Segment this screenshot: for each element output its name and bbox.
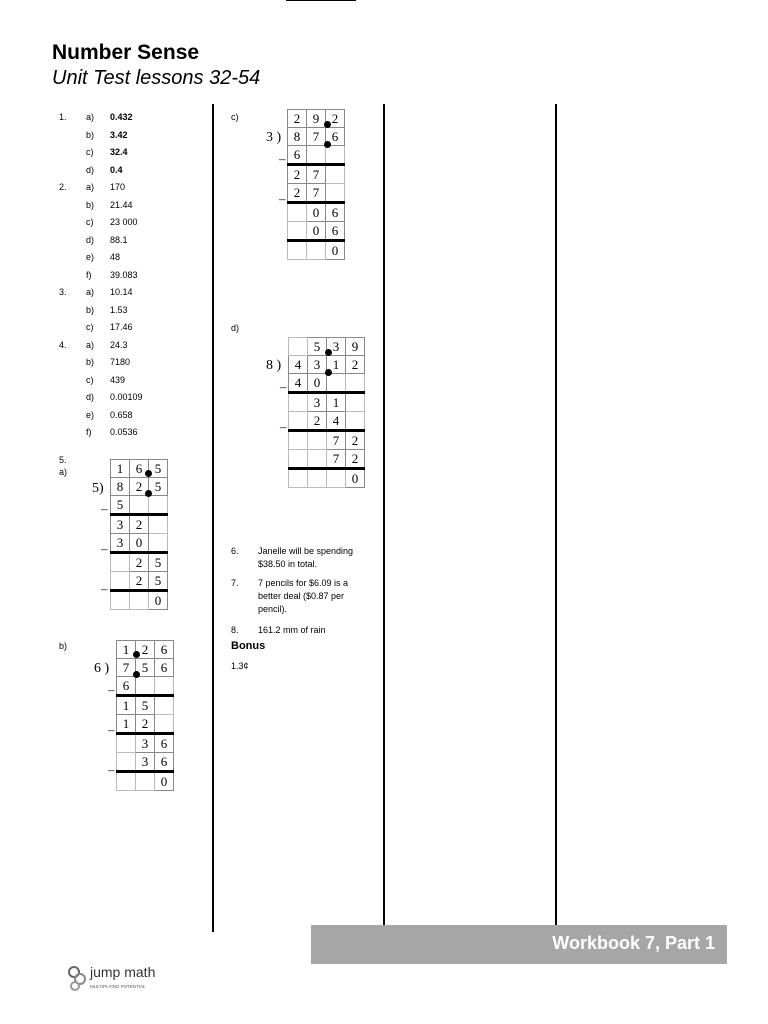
long-division-grid: [288, 337, 365, 488]
division-digit: 0: [307, 203, 326, 222]
logo-icon: [66, 962, 176, 992]
division-digit: [327, 469, 346, 488]
answer-value: 0.4: [110, 164, 123, 175]
division-digit: [326, 184, 345, 203]
division-row: [117, 753, 174, 772]
divisor: 6 ): [94, 661, 110, 676]
division-digit: 6: [117, 677, 136, 696]
division-digit: 0: [130, 534, 149, 553]
division-digit: 1: [327, 393, 346, 412]
decimal-point: [325, 369, 332, 376]
division-digit: [136, 677, 155, 696]
part-label: f): [86, 427, 92, 437]
division-row: [111, 496, 168, 515]
division-digit: [136, 772, 155, 791]
division-row: [289, 393, 365, 412]
division-digit: 7: [307, 184, 326, 203]
division-digit: 2: [130, 478, 149, 496]
division-row: [289, 374, 365, 393]
division-digit: 3: [327, 338, 346, 356]
part-label: a): [59, 467, 68, 477]
division-row: [288, 241, 345, 260]
minus-sign: –: [108, 762, 115, 777]
question-number: 5.: [59, 455, 67, 465]
answer-value: 10.14: [110, 287, 133, 297]
question-number: 2.: [59, 182, 67, 192]
division-digit: 2: [130, 553, 149, 572]
svg-text:MULTIPLYING POTENTIAL: MULTIPLYING POTENTIAL: [90, 984, 146, 989]
decimal-point: [133, 671, 140, 678]
division-digit: 2: [326, 110, 345, 128]
part-label: a): [86, 112, 95, 122]
division-digit: [308, 431, 327, 450]
division-digit: [288, 222, 307, 241]
page-title: Number Sense: [52, 41, 200, 64]
long-division-grid: [116, 640, 174, 791]
division-digit: 2: [288, 165, 307, 184]
question-number: 7.: [231, 578, 239, 588]
answer-value: 7180: [110, 357, 131, 367]
division-digit: 0: [149, 591, 168, 610]
part-label: c): [86, 147, 94, 157]
minus-sign: –: [108, 682, 115, 697]
question-number: 3.: [59, 287, 67, 297]
division-digit: [130, 591, 149, 610]
svg-text:jump math: jump math: [90, 964, 156, 980]
division-digit: 5: [149, 460, 168, 478]
minus-sign: –: [101, 581, 108, 596]
footer-text: Workbook 7, Part 1: [552, 933, 715, 953]
division-row: [288, 165, 345, 184]
page-subtitle: Unit Test lessons 32-54: [52, 67, 261, 89]
column-divider: [212, 104, 214, 932]
division-digit: 7: [327, 431, 346, 450]
division-row: [117, 734, 174, 753]
division-digit: 6: [326, 222, 345, 241]
bonus-answer: 1.3¢: [231, 661, 249, 671]
division-digit: 5: [149, 478, 168, 496]
division-row: [288, 110, 345, 128]
division-digit: 5: [111, 496, 130, 515]
division-digit: [289, 450, 308, 469]
division-digit: 4: [289, 356, 308, 374]
division-digit: 5: [136, 659, 155, 677]
division-row: [117, 696, 174, 715]
division-digit: 3: [111, 515, 130, 534]
division-digit: 0: [346, 469, 365, 488]
division-digit: 0: [326, 241, 345, 260]
division-digit: 5: [149, 553, 168, 572]
division-digit: [289, 412, 308, 431]
division-digit: 6: [155, 641, 174, 659]
division-digit: 1: [117, 715, 136, 734]
decimal-point: [324, 121, 331, 128]
minus-sign: –: [101, 501, 108, 516]
answer-value: 32.4: [110, 147, 128, 157]
part-label: a): [86, 182, 95, 192]
division-digit: 2: [346, 356, 365, 374]
division-digit: 7: [307, 128, 326, 146]
column-divider: [383, 104, 385, 932]
answer-value: 21.44: [110, 199, 133, 210]
division-digit: [308, 450, 327, 469]
question-number: 4.: [59, 339, 67, 350]
division-row: [117, 641, 174, 659]
answer-value: 17.46: [110, 322, 133, 332]
division-row: [289, 450, 365, 469]
part-label: e): [86, 409, 95, 420]
division-digit: 4: [289, 374, 308, 393]
division-row: [288, 222, 345, 241]
division-digit: [111, 553, 130, 572]
part-label: c): [86, 374, 94, 385]
division-row: [117, 659, 174, 677]
division-digit: 2: [136, 641, 155, 659]
division-digit: [289, 393, 308, 412]
division-digit: [326, 165, 345, 184]
division-row: [288, 128, 345, 146]
division-row: [111, 515, 168, 534]
answer-value: 0.658: [110, 409, 133, 420]
division-digit: 2: [288, 184, 307, 203]
division-digit: [308, 469, 327, 488]
question-number: 6.: [231, 546, 239, 556]
answer-text: Janelle will be spending $38.50 in total.: [258, 546, 354, 569]
division-digit: 0: [155, 772, 174, 791]
division-digit: [307, 241, 326, 260]
division-digit: 6: [288, 146, 307, 165]
divisor: 3 ): [266, 130, 282, 145]
division-row: [111, 572, 168, 591]
part-label: d): [86, 164, 95, 175]
answer-value: 39.083: [110, 269, 138, 280]
division-digit: 0: [308, 374, 327, 393]
division-digit: 8: [288, 128, 307, 146]
division-digit: [117, 734, 136, 753]
division-row: [117, 715, 174, 734]
division-digit: 4: [327, 412, 346, 431]
division-digit: 3: [136, 734, 155, 753]
division-digit: 5: [149, 572, 168, 591]
division-digit: 6: [155, 753, 174, 772]
answer-value: 170: [110, 182, 126, 192]
part-label: a): [86, 339, 95, 350]
division-row: [111, 591, 168, 610]
part-label: b): [86, 304, 95, 315]
division-row: [288, 184, 345, 203]
part-label: a): [86, 287, 95, 297]
division-digit: 7: [307, 165, 326, 184]
answer-text: 161.2 mm of rain: [258, 625, 326, 635]
division-row: [117, 677, 174, 696]
question-number: 1.: [59, 112, 67, 122]
footer-bar: [311, 925, 727, 964]
division-digit: 6: [130, 460, 149, 478]
division-digit: [111, 591, 130, 610]
part-label: c): [86, 217, 94, 227]
answer-value: 88.1: [110, 234, 128, 245]
minus-sign: –: [280, 379, 287, 394]
division-digit: 2: [288, 110, 307, 128]
division-digit: 2: [346, 431, 365, 450]
division-digit: 3: [308, 356, 327, 374]
answer-value: 0.0536: [110, 427, 138, 437]
minus-sign: –: [101, 541, 108, 556]
division-digit: [289, 469, 308, 488]
jump-math-logo: [66, 962, 176, 997]
division-digit: 1: [117, 641, 136, 659]
division-row: [288, 146, 345, 165]
bonus-heading: Bonus: [231, 640, 266, 652]
division-digit: 7: [327, 450, 346, 469]
division-digit: [346, 374, 365, 393]
division-digit: 6: [326, 128, 345, 146]
division-digit: [289, 338, 308, 356]
division-row: [289, 431, 365, 450]
divisor: 5): [92, 481, 104, 496]
division-digit: 5: [136, 696, 155, 715]
division-digit: 6: [326, 203, 345, 222]
part-label: d): [86, 234, 95, 245]
answer-text: 7 pencils for $6.09 is a better deal ($0.87 per pencil).: [258, 578, 349, 614]
part-label: c): [86, 322, 94, 332]
division-digit: 3: [308, 393, 327, 412]
decimal-point: [325, 349, 332, 356]
division-digit: [117, 772, 136, 791]
division-digit: 7: [117, 659, 136, 677]
decimal-point: [324, 141, 331, 148]
top-rule: [286, 0, 356, 1]
decimal-point: [145, 470, 152, 477]
division-digit: 2: [308, 412, 327, 431]
decimal-point: [145, 490, 152, 497]
division-digit: [111, 572, 130, 591]
division-digit: 0: [307, 222, 326, 241]
division-digit: 2: [130, 572, 149, 591]
division-digit: 6: [155, 659, 174, 677]
division-digit: 9: [346, 338, 365, 356]
divisor: 8 ): [266, 358, 282, 373]
part-label: e): [86, 252, 95, 262]
division-digit: 5: [308, 338, 327, 356]
division-digit: [326, 146, 345, 165]
division-digit: [155, 696, 174, 715]
division-digit: [288, 241, 307, 260]
answer-value: 48: [110, 252, 121, 262]
division-digit: 9: [307, 110, 326, 128]
division-digit: [149, 534, 168, 553]
minus-sign: –: [279, 191, 286, 206]
long-division-grid: [110, 459, 168, 610]
part-label: d): [86, 392, 95, 402]
division-digit: [307, 146, 326, 165]
question-number: 8.: [231, 625, 239, 635]
answer-value: 24.3: [110, 339, 128, 350]
division-digit: 6: [155, 734, 174, 753]
decimal-point: [133, 651, 140, 658]
answer-value: 3.42: [110, 129, 128, 140]
minus-sign: –: [108, 722, 115, 737]
division-digit: 3: [111, 534, 130, 553]
part-label: d): [231, 323, 240, 333]
long-division-grid: [287, 109, 345, 260]
division-digit: 2: [346, 450, 365, 469]
division-digit: [327, 374, 346, 393]
division-row: [117, 772, 174, 791]
division-digit: 1: [111, 460, 130, 478]
part-label: c): [231, 112, 239, 122]
answer-value: 1.53: [110, 304, 128, 315]
division-digit: 2: [136, 715, 155, 734]
minus-sign: –: [279, 151, 286, 166]
division-digit: [155, 715, 174, 734]
division-digit: 3: [136, 753, 155, 772]
answer-value: 23 000: [110, 217, 138, 227]
answer-value: 439: [110, 374, 126, 385]
division-digit: 1: [117, 696, 136, 715]
division-row: [111, 460, 168, 478]
division-digit: [149, 496, 168, 515]
division-row: [111, 478, 168, 496]
answer-value: 0.00109: [110, 392, 143, 402]
division-row: [288, 203, 345, 222]
division-digit: [346, 393, 365, 412]
column-divider: [555, 104, 557, 932]
division-digit: 8: [111, 478, 130, 496]
division-row: [111, 553, 168, 572]
division-digit: [117, 753, 136, 772]
part-label: b): [59, 641, 68, 651]
division-digit: [155, 677, 174, 696]
division-row: [289, 412, 365, 431]
division-digit: [288, 203, 307, 222]
part-label: b): [86, 129, 95, 140]
answer-value: 0.432: [110, 112, 133, 122]
division-row: [289, 469, 365, 488]
division-digit: 1: [327, 356, 346, 374]
division-digit: [130, 496, 149, 515]
part-label: b): [86, 357, 95, 367]
division-row: [111, 534, 168, 553]
division-digit: [289, 431, 308, 450]
part-label: b): [86, 199, 95, 210]
division-digit: [149, 515, 168, 534]
division-digit: 2: [130, 515, 149, 534]
part-label: f): [86, 269, 92, 280]
minus-sign: –: [280, 419, 287, 434]
division-digit: [346, 412, 365, 431]
